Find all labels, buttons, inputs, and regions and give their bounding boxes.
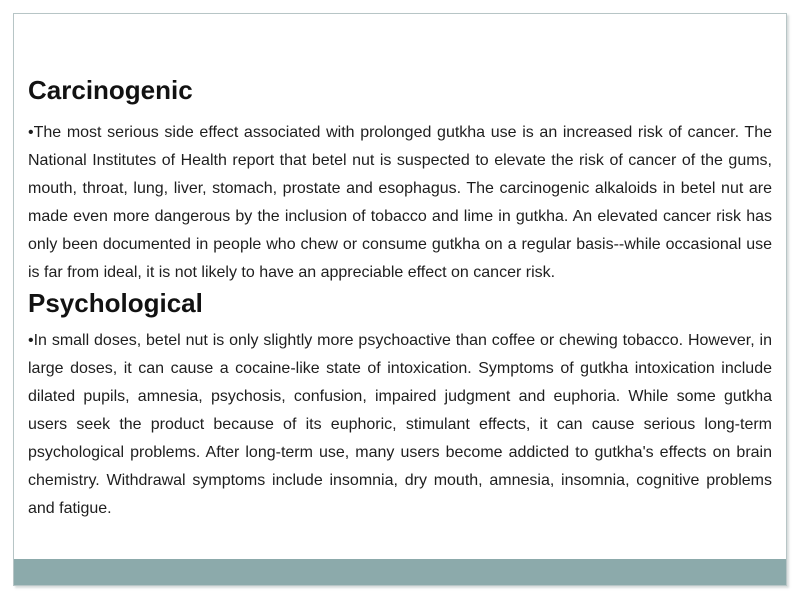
heading-carcinogenic: Carcinogenic bbox=[28, 75, 193, 105]
slide bbox=[13, 13, 787, 586]
slide-content bbox=[14, 14, 786, 523]
heading-psychological: Psychological bbox=[28, 287, 203, 318]
paragraph-carcinogenic: •The most serious side effect associated with prolonged gutkha use is an increased risk of cancer. The National Institutes of Health report that betel nut is suspected to elevate the risk of cancer of the gums, mouth, throat, lung, liver, stomach, prostate and esophagus. The carcinogenic alkaloids in betel nut are made even more dangerous by the inclusion of tobacco and lime in gutkha. An elevated cancer risk has only been documented in people who chew or consume gutkha on a regular basis--while occasional use is far from ideal, it is not likely to have an appreciable effect on cancer risk. bbox=[28, 123, 772, 281]
paragraph-psychological: •In small doses, betel nut is only slightly more psychoactive than coffee or chewing tobacco. However, in large doses, it can cause a cocaine-like state of intoxication. Symptoms of gutkha intoxication include dilated pupils, amnesia, psychosis, confusion, impaired judgment and euphoria. While some gutkha users seek the product because of its euphoric, stimulant effects, it can cause serious long-term psychological problems. After long-term use, many users become addicted to gutkha's effects on brain chemistry. Withdrawal symptoms include insomnia, dry mouth, amnesia, insomnia, cognitive problems and fatigue. bbox=[28, 332, 772, 517]
footer-accent-bar bbox=[14, 559, 786, 585]
